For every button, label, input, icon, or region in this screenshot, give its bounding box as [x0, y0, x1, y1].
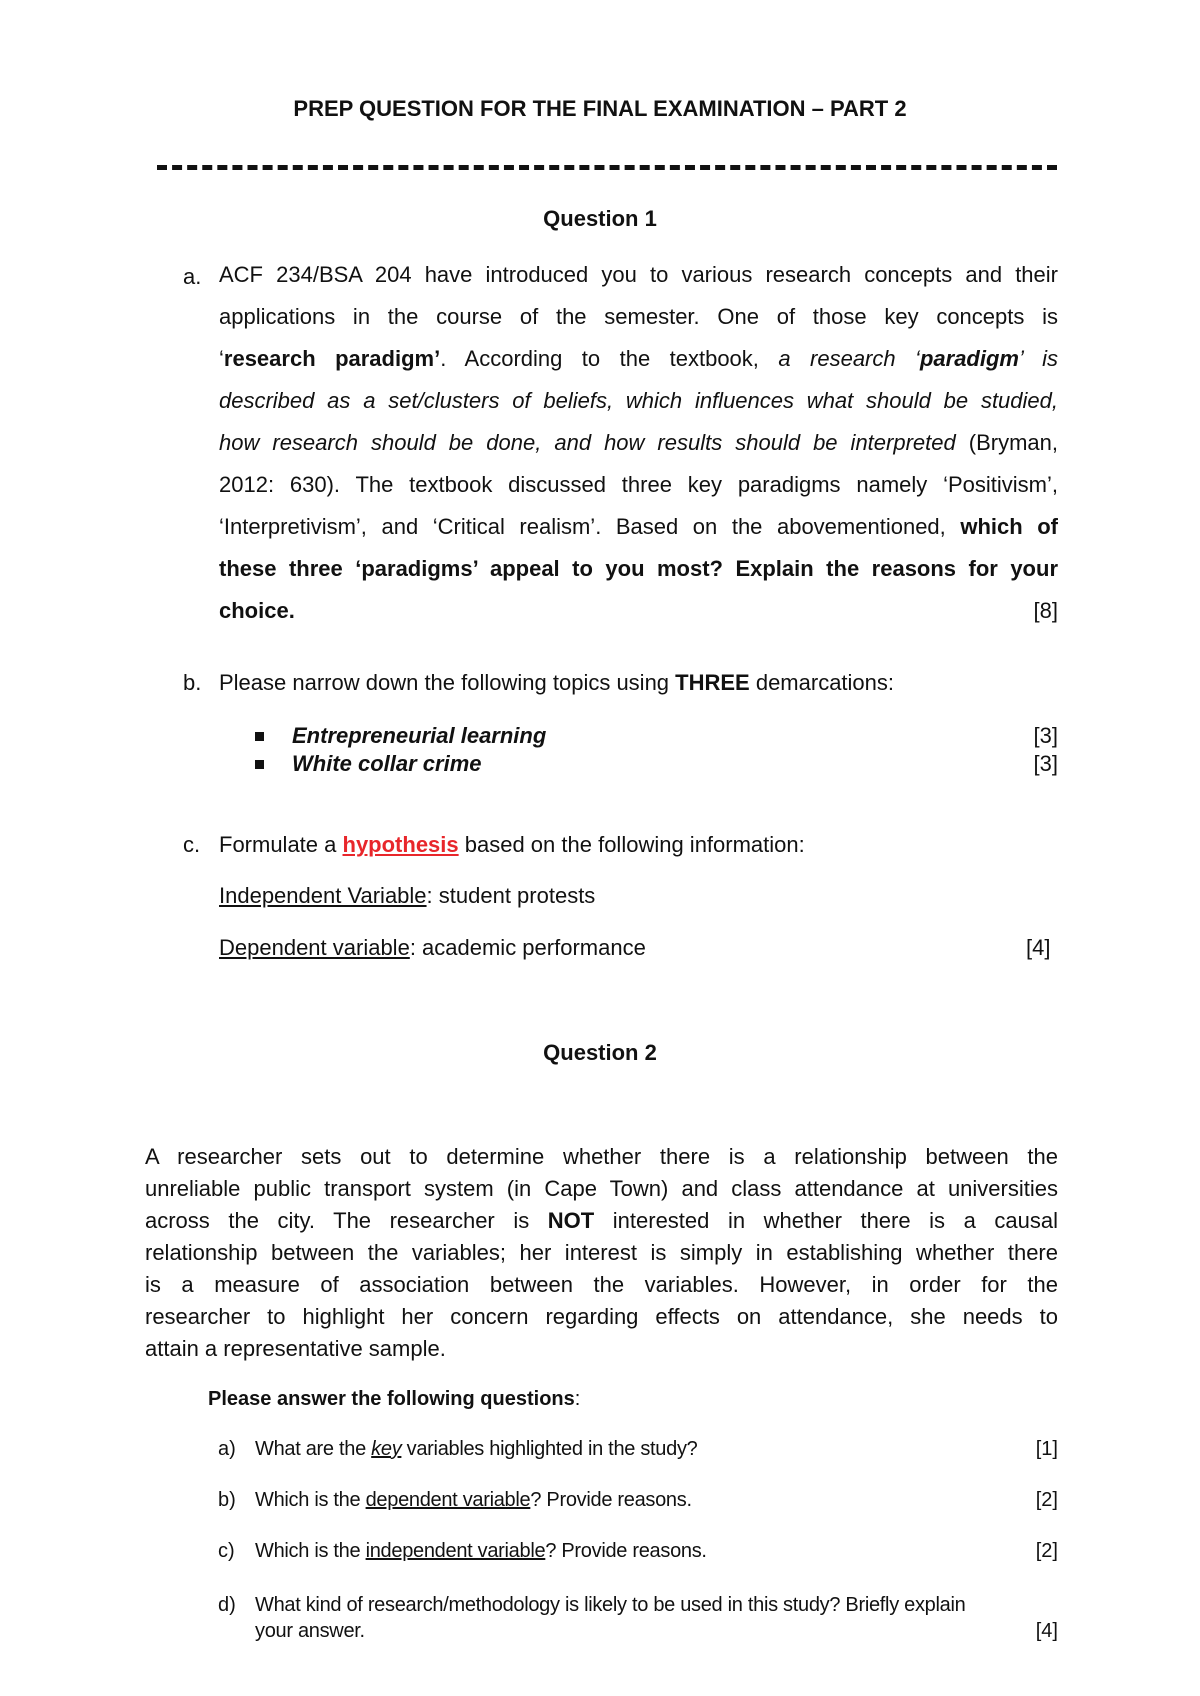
q1a-line-1: ACF 234/BSA 204 have introduced you to various research concepts and their — [219, 262, 1058, 287]
sub-question-mark: [2] — [1035, 1540, 1058, 1562]
q1c-text: Formulate a hypothesis based on the following information: — [219, 832, 805, 857]
question-2-heading: Question 2 — [543, 1040, 657, 1065]
topic-item: Entrepreneurial learning — [292, 723, 547, 748]
q2-line-7: attain a representative sample. — [145, 1336, 446, 1361]
q1b-text: Please narrow down the following topics using THREE demarcations: — [219, 670, 895, 695]
q1c-label: c. — [183, 832, 201, 857]
q1a-line-4: described as a set/clusters of beliefs, which influences what should be studied, — [219, 388, 1058, 413]
sub-question-label: d) — [218, 1594, 236, 1616]
dashed-divider — [157, 165, 1057, 170]
hypothesis-highlight: hypothesis — [342, 832, 459, 857]
sub-question-label: a) — [218, 1438, 236, 1460]
question-1-heading: Question 1 — [543, 206, 657, 231]
sub-question-c: Which is the independent variable? Provide reasons. — [255, 1540, 707, 1562]
dependent-variable-line: Dependent variable: academic performance — [219, 935, 646, 960]
q1a-line-6: 2012: 630). The textbook discussed three key paradigms namely ‘Positivism’, — [219, 472, 1058, 497]
q2-line-3: across the city. The researcher is NOT interested in whether there is a causal — [145, 1208, 1058, 1233]
q1a-line-5: how research should be done, and how results should be interpreted (Bryman, — [219, 430, 1058, 455]
topic-mark: [3] — [1033, 751, 1058, 776]
independent-variable-line: Independent Variable: student protests — [219, 883, 596, 908]
page-title: PREP QUESTION FOR THE FINAL EXAMINATION – PART 2 — [293, 96, 907, 121]
sub-question-a: What are the key variables highlighted in the study? — [255, 1438, 698, 1460]
instructions: Please answer the following questions: — [208, 1388, 581, 1410]
q2-line-5: is a measure of association between the variables. However, in order for the — [145, 1272, 1058, 1297]
topic-mark: [3] — [1033, 723, 1058, 748]
q1b-label: b. — [183, 670, 202, 695]
q2-line-4: relationship between the variables; her interest is simply in establishing whether there — [145, 1240, 1058, 1265]
q1a-label: a. — [183, 264, 202, 289]
q2-line-6: researcher to highlight her concern regarding effects on attendance, she needs to — [145, 1304, 1058, 1329]
bullet-icon — [255, 732, 264, 741]
sub-question-mark: [1] — [1035, 1438, 1058, 1460]
sub-question-d: What kind of research/methodology is likely to be used in this study? Briefly explain — [255, 1594, 966, 1616]
bullet-icon — [255, 760, 264, 769]
q1a-mark: [8] — [1033, 598, 1058, 623]
q1c-mark: [4] — [1026, 935, 1051, 960]
topic-item: White collar crime — [292, 751, 482, 776]
sub-question-label: c) — [218, 1540, 235, 1562]
q2-line-2: unreliable public transport system (in Cape Town) and class attendance at universities — [145, 1176, 1058, 1201]
q1a-line-7: ‘Interpretivism’, and ‘Critical realism’. Based on the abovementioned, which of — [219, 514, 1059, 539]
sub-question-mark: [2] — [1035, 1489, 1058, 1511]
q1a-line-9: choice. — [219, 598, 295, 623]
q1a-line-8: these three ‘paradigms’ appeal to you most? Explain the reasons for your — [219, 556, 1058, 581]
sub-question-label: b) — [218, 1489, 236, 1511]
sub-question-d-line-2: your answer. — [255, 1620, 365, 1642]
sub-question-b: Which is the dependent variable? Provide reasons. — [255, 1489, 692, 1511]
q2-line-1: A researcher sets out to determine whether there is a relationship between the — [145, 1144, 1058, 1169]
sub-question-mark: [4] — [1035, 1620, 1058, 1642]
q1a-line-3: ‘research paradigm’. According to the textbook, a research ‘paradigm’ is — [219, 346, 1058, 371]
q1a-line-2: applications in the course of the semester. One of those key concepts is — [219, 304, 1058, 329]
